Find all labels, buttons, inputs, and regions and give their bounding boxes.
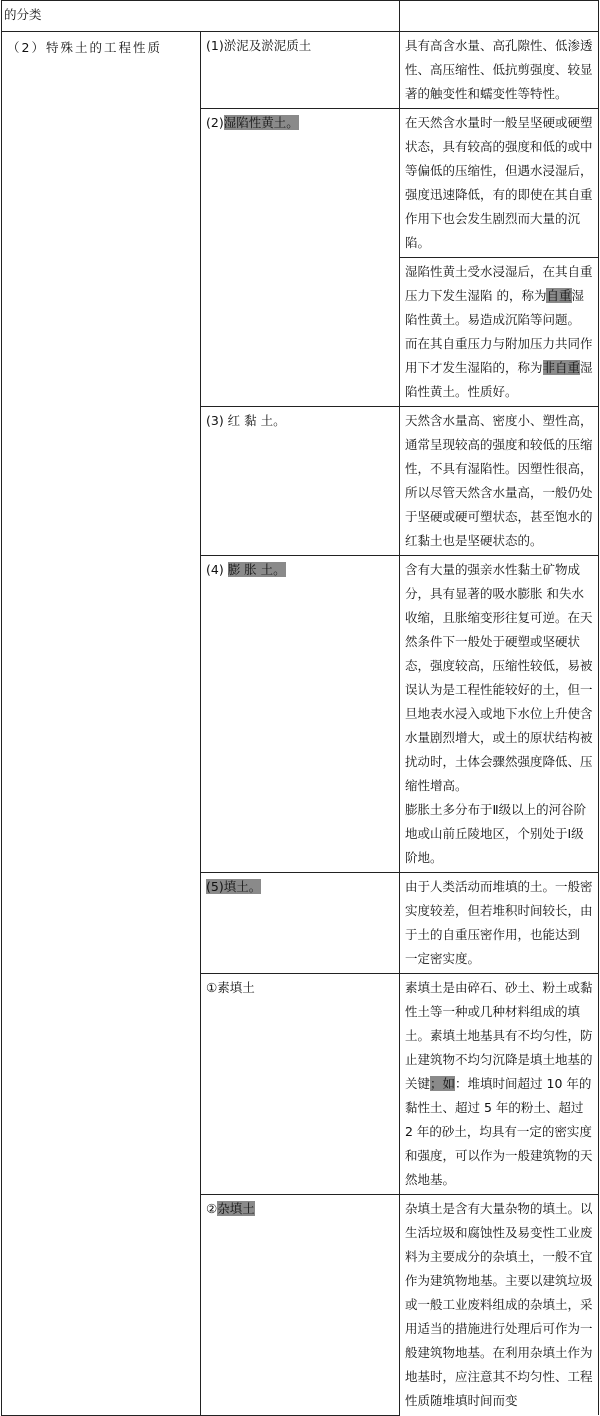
text-span: 湿陷性黄土。易造成沉陷等问题。	[405, 288, 585, 327]
row-text-paragraph: 天然含水量高、密度小、塑性高，通常呈现较高的强度和较低的压缩性，不具有湿陷性。因塑性很高，所以尽管天然含水量高，一般仍处于坚硬或硬可塑状态，甚至饱水的红黏土也是坚硬状态的。	[405, 413, 593, 548]
row-text-paragraph	[405, 332, 594, 404]
text-span: 素填土是由碎石、砂土、粉土或黏性土等一种或几种材料组成的填土。素填土地基具有不均匀性，防止建筑物不均匀沉降是填土地基的关键	[405, 980, 593, 1091]
text-span: 而在其自重压力与附加压力共同作用下才发生湿陷的，称为	[405, 336, 593, 375]
row-label-prefix: ②	[206, 1201, 218, 1216]
row-text	[400, 1195, 599, 1416]
row-text	[400, 32, 599, 109]
row-label-highlight: 杂填土	[217, 1201, 255, 1216]
row-label-highlight: 湿陷性黄土。	[223, 115, 299, 130]
row-text	[400, 258, 599, 407]
text-highlight: 非自重	[542, 360, 581, 375]
row-label	[201, 873, 400, 974]
row-label-highlight: (5)填土。	[206, 879, 262, 894]
row-label	[201, 109, 400, 407]
row-text-paragraph: 膨胀土多分布于Ⅱ级以上的河谷阶地或山前丘陵地区，个别处于Ⅰ级阶地。	[405, 802, 587, 865]
row-label-highlight: 膨 胀 土。	[227, 562, 286, 577]
row-text-paragraph: 由于人类活动而堆填的土。一般密实度较差，但若堆积时间较长，由于土的自重压密作用，也能达到 一定密实度。	[405, 879, 593, 966]
text-span: ：堆填时间超过 10 年的黏性土、超过 5 年的粉土、超过 2 年的砂土，均具有一定的密实度和强度，可以作为一般建筑物的天然地基。	[405, 1076, 593, 1187]
table-row	[2, 32, 599, 109]
row-text-paragraph: 在天然含水量时一般呈坚硬或硬塑状态，具有较高的强度和低的或中等偏低的压缩性，但遇水浸湿后，强度迅速降低，有的即使在其自重作用下也会发生剧烈而大量的沉陷。	[405, 115, 593, 250]
row-text	[400, 556, 599, 873]
row-text	[400, 109, 599, 258]
row-label-prefix: (2)	[206, 115, 224, 130]
section-label: （2）特殊土的工程性质	[2, 32, 201, 1416]
row-label	[201, 556, 400, 873]
row-label: ①素填土	[201, 974, 400, 1195]
row-text	[400, 974, 599, 1195]
category-header: 的分类	[2, 1, 400, 32]
text-highlight: 自重	[546, 288, 572, 303]
row-label: (1)淤泥及淤泥质土	[201, 32, 400, 109]
empty-header-cell	[400, 1, 599, 32]
row-text-paragraph: 含有大量的强亲水性黏土矿物成分，具有显著的吸水膨胀 和失水收缩，且胀缩变形往复可逆。在天然条件下一般处于硬塑或坚硬状态，强度较高，压缩性较低，易被误认为是工程性能较好的土，但一旦地表水浸入或地下水位上升使含水量剧烈增大，或土的原状结构被扰动时，土体会骤然强度降低、压缩性增高。	[405, 562, 593, 793]
row-text	[400, 407, 599, 556]
row-label: (3) 红 黏 土。	[201, 407, 400, 556]
table-header-row	[2, 1, 599, 32]
text-span: 湿陷性黄土受水浸湿后，在其自重压力下发生湿陷 的，称为	[405, 264, 593, 303]
row-text-paragraph: 具有高含水量、高孔隙性、低渗透性、高压缩性、低抗剪强度、较显著的触变性和蠕变性等特性。	[405, 38, 593, 101]
row-label	[201, 1195, 400, 1416]
row-label-prefix: (4)	[206, 562, 228, 577]
row-text-paragraph: 杂填土是含有大量杂物的填土。以生活垃圾和腐蚀性及易变性工业废料为主要成分的杂填土，一般不宜作为建筑物地基。主要以建筑垃圾或一般工业废料组成的杂填土，采用适当的措施进行处理后可作为一般建筑物地基。在利用杂填土作为地基时，应注意其不均匀性、工程性质随堆填时间而变	[405, 1201, 593, 1408]
row-text-paragraph	[405, 260, 594, 332]
soil-properties-table	[1, 0, 599, 1416]
text-highlight: ；如	[430, 1076, 456, 1091]
row-text	[400, 873, 599, 974]
row-text-paragraph	[405, 976, 594, 1192]
text-span: 湿陷性黄土。性质好。	[405, 360, 593, 399]
